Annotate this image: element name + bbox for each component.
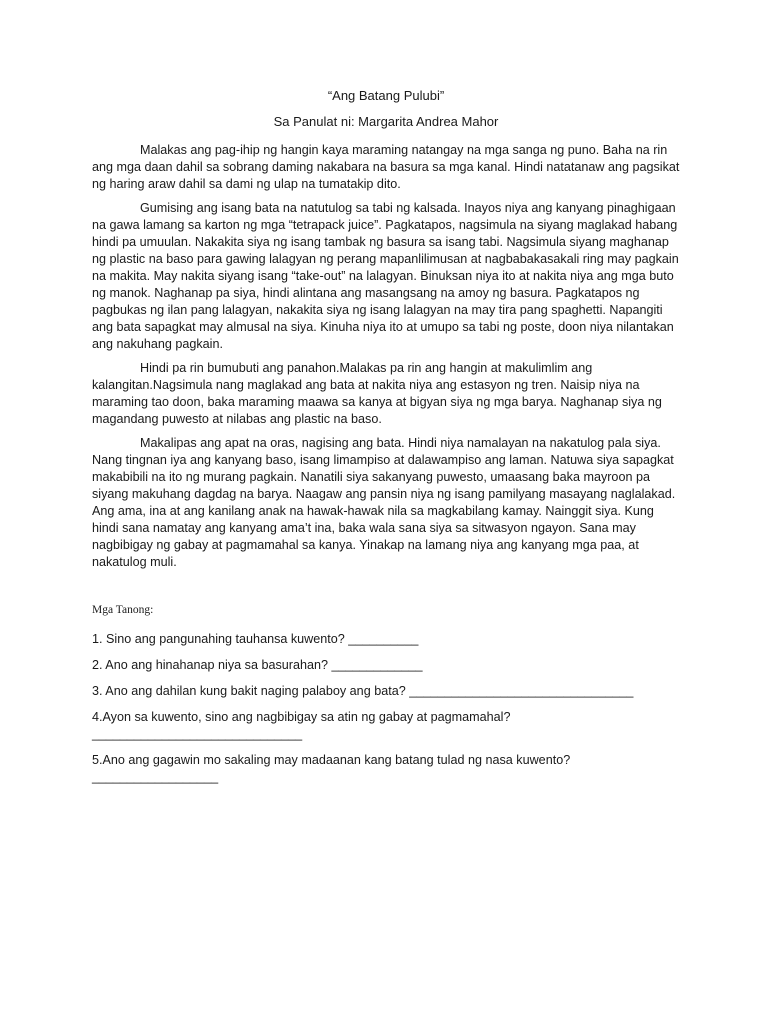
- document-page: [92, 88, 680, 795]
- paragraph-4: Makalipas ang apat na oras, nagising ang bata. Hindi niya namalayan na nakatulog pala siya. Nang tingnan iya ang kanyang baso, isang limampiso at dalawampiso ang laman. Natuwa siya sapagkat makabibili na ito ng murang pagkain. Nanatili siya sakanyang puwesto, umaasang baka mayroon pa siyang makuhang dagdag na barya. Naagaw ang pansin niya ng isang pamilyang masayang naglalakad. Ang ama, ina at ang kanilang anak na hawak-hawak nila sa magkabilang kamay. Nainggit siya. Kung hindi sana namatay ang kanyang ama’t ina, baka wala sana siya sa sitwasyon ngayon. Sana may nagbibigay ng gabay at pagmamahal sa kanya. Yinakap na lamang niya ang kanyang mga paa, at nakatulog muli.: [92, 436, 676, 569]
- question-1: 1. Sino ang pangunahing tauhansa kuwento? __________: [92, 632, 419, 646]
- question-4: 4.Ayon sa kuwento, sino ang nagbibigay sa atin ng gabay at pagmamahal? ______________________________: [92, 710, 511, 741]
- question-5: 5.Ano ang gagawin mo sakaling may madaanan kang batang tulad ng nasa kuwento? __________________: [92, 753, 571, 784]
- paragraph-2: Gumising ang isang bata na natutulog sa tabi ng kalsada. Inayos niya ang kanyang pinaghigaan na gawa lamang sa karton ng mga “tetrapack juice”. Pagkatapos, nagsimula na siyang maglakad habang hindi pa umuulan. Nakakita siya ng isang tambak ng basura sa isang tabi. Nagsimula siyang maghanap ng plastic na baso para gawing lalagyan ng perang mapanlilimusan at nagbabakasakali ring may pagkain na makita. May nakita siyang isang “take-out” na lalagyan. Binuksan niya ito at nakita niya ang mga buto ng manok. Naghanap pa siya, hindi alintana ang masangsang na amoy ng basura. Pagkatapos ng pagbukas ng ilan pang lalagyan, nakakita siya ng isang lalagyan na may tira pang spaghetti. Napangiti ang bata sapagkat may almusal na siya. Kinuha niya ito at umupo sa tabi ng poste, doon niya nilantakan ang nakuhang pagkain.: [92, 201, 679, 351]
- author-line: Sa Panulat ni: Margarita Andrea Mahor: [273, 114, 499, 129]
- paragraph-1: Malakas ang pag-ihip ng hangin kaya maraming natangay na mga sanga ng puno. Baha na rin ang mga daan dahil sa sobrang daming nakabara na basura sa mga kanal. Hindi natatanaw ang pagsikat ng haring araw dahil sa dami ng ulap na tumatakip dito.: [92, 143, 680, 191]
- question-3: 3. Ano ang dahilan kung bakit naging palaboy ang bata? ________________________________: [92, 684, 634, 698]
- paragraph-3: Hindi pa rin bumubuti ang panahon.Malakas pa rin ang hangin at makulimlim ang kalangitan.Nagsimula nang maglakad ang bata at nakita niya ang estasyon ng tren. Naisip niya na maraming tao doon, baka maraming maawa sa kanya at bigyan siya ng mga barya. Naghanap siya ng magandang puwesto at nilabas ang plastic na baso.: [92, 361, 662, 426]
- questions-section: [92, 603, 680, 786]
- story-title: “Ang Batang Pulubi”: [327, 88, 445, 103]
- questions-heading: Mga Tanong:: [92, 604, 154, 616]
- question-2: 2. Ano ang hinahanap niya sa basurahan? _____________: [92, 658, 423, 672]
